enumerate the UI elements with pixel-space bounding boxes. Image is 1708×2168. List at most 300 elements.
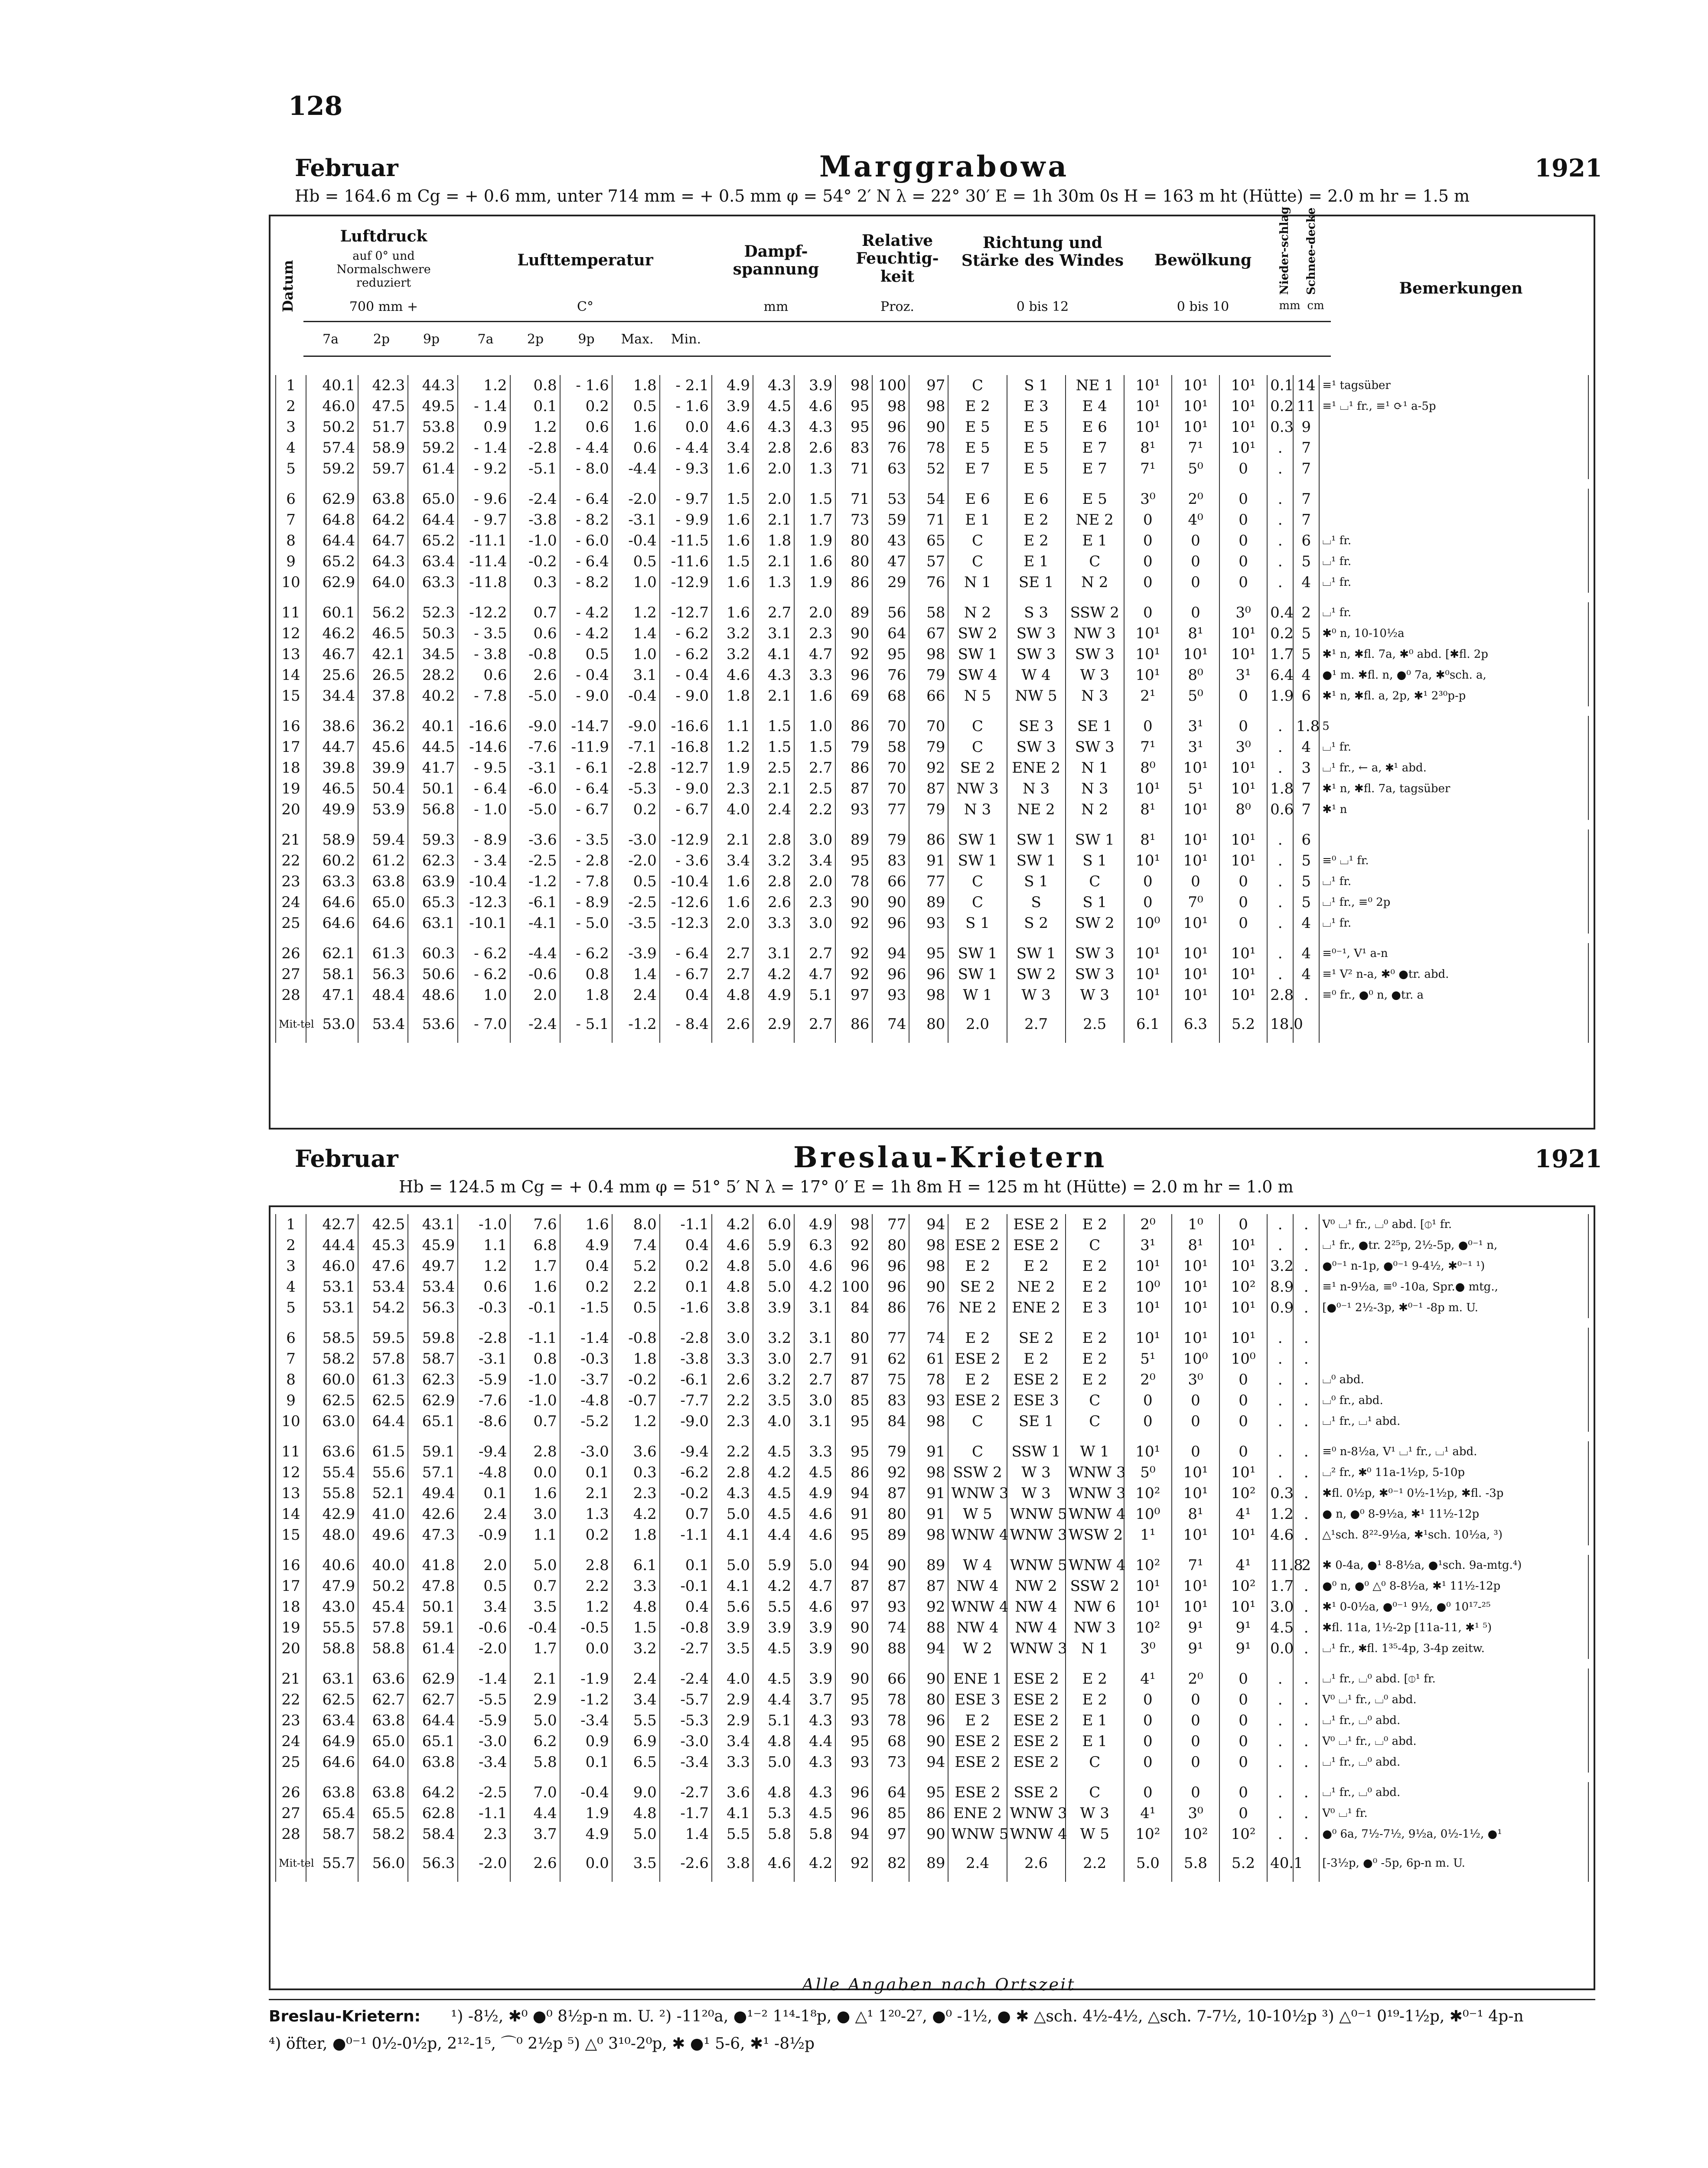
table-row bbox=[276, 644, 1588, 665]
table-cell: 95 bbox=[909, 1782, 948, 1803]
spacer-cell bbox=[872, 1659, 909, 1668]
top-hdr-wind-unit: 0 bis 12 bbox=[1016, 299, 1069, 314]
table-cell: E 2 bbox=[948, 1710, 1007, 1731]
spacer-cell bbox=[510, 934, 560, 943]
table-cell: NE 2 bbox=[1066, 509, 1124, 530]
table-cell: 98 bbox=[909, 1411, 948, 1432]
table-cell: -2.7 bbox=[660, 1782, 712, 1803]
mean-row bbox=[276, 1006, 1588, 1043]
table-cell: 0 bbox=[1219, 551, 1267, 572]
table-cell: V⁰ ⌴¹ fr., ⌴⁰ abd. bbox=[1319, 1689, 1588, 1710]
mean-cell: 2.6 bbox=[712, 1006, 753, 1043]
table-cell: 95 bbox=[835, 1525, 872, 1545]
mean-cell: 2.9 bbox=[753, 1006, 794, 1043]
spacer-cell bbox=[358, 1773, 408, 1782]
table-cell: 5.2 bbox=[612, 1256, 660, 1277]
table-cell: 0.5 bbox=[612, 871, 660, 892]
table-cell: 5.0 bbox=[712, 1555, 753, 1576]
table-cell: 0 bbox=[1219, 572, 1267, 593]
table-cell: . bbox=[1267, 737, 1293, 757]
spacer-cell bbox=[712, 820, 753, 829]
table-cell: NW 4 bbox=[1007, 1617, 1066, 1638]
table-cell: - 6.2 bbox=[560, 943, 612, 964]
table-cell: 64.8 bbox=[306, 509, 358, 530]
table-cell: 2⁰ bbox=[1172, 489, 1219, 509]
spacer-cell bbox=[1267, 1773, 1293, 1782]
table-cell: 4 bbox=[1293, 964, 1319, 985]
table-cell: 8 bbox=[276, 530, 306, 551]
table-cell: 2.9 bbox=[712, 1689, 753, 1710]
table-cell: WNW 4 bbox=[1066, 1555, 1124, 1576]
table-cell: 4.2 bbox=[753, 964, 794, 985]
table-cell: 62.7 bbox=[358, 1689, 408, 1710]
table-row bbox=[276, 1782, 1588, 1803]
top-hdr-feucht: Relative Feuchtig-keit bbox=[856, 232, 939, 286]
table-cell: -0.3 bbox=[458, 1297, 510, 1318]
table-cell: 4 bbox=[1293, 913, 1319, 934]
table-cell: 5.5 bbox=[612, 1710, 660, 1731]
table-cell: 4.2 bbox=[753, 1462, 794, 1483]
table-cell: 10¹ bbox=[1172, 1525, 1219, 1545]
table-cell: ✱¹ n, ✱fl. 7a, tagsüber bbox=[1319, 778, 1588, 799]
table-cell: E 6 bbox=[1007, 489, 1066, 509]
table-cell: - 2.8 bbox=[560, 850, 612, 871]
table-cell: -14.7 bbox=[560, 716, 612, 737]
spacer-cell bbox=[948, 479, 1007, 489]
table-cell: 4.6 bbox=[712, 665, 753, 686]
top-time-t2p: 2p bbox=[527, 332, 544, 347]
table-cell: E 5 bbox=[1066, 489, 1124, 509]
table-cell: 52.1 bbox=[358, 1483, 408, 1504]
top-hdr-bew: Bewölkung bbox=[1154, 251, 1252, 269]
spacer-cell bbox=[276, 1659, 306, 1668]
mean-cell: 80 bbox=[909, 1006, 948, 1043]
spacer-cell bbox=[712, 1773, 753, 1782]
table-cell: 4.5 bbox=[794, 1803, 835, 1824]
row-spacer bbox=[276, 1432, 1588, 1441]
table-cell: 10² bbox=[1219, 1483, 1267, 1504]
table-cell: -3.0 bbox=[612, 829, 660, 850]
table-cell: 69 bbox=[835, 686, 872, 706]
mean-cell: -2.0 bbox=[458, 1845, 510, 1882]
table-cell: ESE 2 bbox=[1007, 1668, 1066, 1689]
spacer-cell bbox=[794, 1318, 835, 1328]
table-cell: 57.8 bbox=[358, 1617, 408, 1638]
spacer-cell bbox=[408, 1545, 458, 1555]
table-cell: -11.8 bbox=[458, 572, 510, 593]
table-cell: 10¹ bbox=[1219, 778, 1267, 799]
table-cell: 0 bbox=[1219, 1668, 1267, 1689]
table-cell: 64.9 bbox=[306, 1731, 358, 1752]
table-cell: 10¹ bbox=[1219, 850, 1267, 871]
table-cell: 96 bbox=[872, 417, 909, 438]
table-cell: 76 bbox=[872, 665, 909, 686]
table-cell: E 6 bbox=[1066, 417, 1124, 438]
spacer-cell bbox=[1066, 1773, 1124, 1782]
table-cell: -0.4 bbox=[612, 530, 660, 551]
table-cell: 10¹ bbox=[1124, 1441, 1172, 1462]
table-cell: 1.6 bbox=[612, 417, 660, 438]
table-cell: 58.2 bbox=[306, 1348, 358, 1369]
table-cell: 10¹ bbox=[1219, 829, 1267, 850]
table-cell: 66 bbox=[872, 871, 909, 892]
table-cell: SW 3 bbox=[1007, 623, 1066, 644]
table-cell: 10¹ bbox=[1219, 964, 1267, 985]
mean-cell: 40.1 bbox=[1267, 1845, 1293, 1882]
table-cell: . bbox=[1293, 1411, 1319, 1432]
table-cell: 93 bbox=[835, 1752, 872, 1773]
spacer-cell bbox=[276, 820, 306, 829]
table-cell: . bbox=[1267, 1411, 1293, 1432]
spacer-cell bbox=[1066, 934, 1124, 943]
spacer-cell bbox=[1007, 1432, 1066, 1441]
spacer-cell bbox=[794, 820, 835, 829]
table-cell: SE 2 bbox=[1007, 1328, 1066, 1348]
top-hdr-temp: Lufttemperatur bbox=[517, 251, 653, 269]
table-cell: 10¹ bbox=[1219, 396, 1267, 417]
table-cell: 61.4 bbox=[408, 1638, 458, 1659]
table-cell: 1.7 bbox=[1267, 1576, 1293, 1597]
row-spacer bbox=[276, 1659, 1588, 1668]
table-cell: -12.6 bbox=[660, 892, 712, 913]
spacer-cell bbox=[1219, 820, 1267, 829]
spacer-cell bbox=[458, 706, 510, 716]
top-hdr-temp-unit: C° bbox=[577, 299, 593, 314]
table-cell: 14 bbox=[276, 1504, 306, 1525]
top-data-table bbox=[275, 375, 1589, 1043]
table-cell: 75 bbox=[872, 1369, 909, 1390]
table-cell: ESE 2 bbox=[948, 1235, 1007, 1256]
table-cell: N 3 bbox=[948, 799, 1007, 820]
table-cell: ⌴¹ fr., ⌴⁰ abd. bbox=[1319, 1710, 1588, 1731]
mean-cell: 2.5 bbox=[1066, 1006, 1124, 1043]
table-cell: 80 bbox=[835, 1328, 872, 1348]
spacer-cell bbox=[458, 593, 510, 602]
table-cell: 59.1 bbox=[408, 1617, 458, 1638]
table-cell: 39.8 bbox=[306, 757, 358, 778]
table-cell: 3.0 bbox=[510, 1504, 560, 1525]
spacer-cell bbox=[835, 1773, 872, 1782]
table-cell: 4.6 bbox=[1267, 1525, 1293, 1545]
table-cell: 10² bbox=[1172, 1824, 1219, 1845]
table-cell: 21 bbox=[276, 1668, 306, 1689]
table-cell: ⌴¹ fr., ⌴¹ abd. bbox=[1319, 1411, 1588, 1432]
spacer-cell bbox=[560, 934, 612, 943]
table-cell: - 6.4 bbox=[560, 551, 612, 572]
table-row bbox=[276, 1752, 1588, 1773]
table-cell: 4.2 bbox=[612, 1504, 660, 1525]
table-cell: 3.0 bbox=[712, 1328, 753, 1348]
table-cell: 4 bbox=[276, 438, 306, 458]
table-cell: 3.1 bbox=[753, 943, 794, 964]
table-cell: -6.1 bbox=[660, 1369, 712, 1390]
table-cell: 63.9 bbox=[408, 871, 458, 892]
table-cell bbox=[1319, 438, 1588, 458]
spacer-cell bbox=[1267, 1545, 1293, 1555]
spacer-cell bbox=[1293, 593, 1319, 602]
table-cell: SW 3 bbox=[1007, 644, 1066, 665]
table-cell: 48.6 bbox=[408, 985, 458, 1006]
spacer-cell bbox=[1219, 1773, 1267, 1782]
spacer-cell bbox=[1007, 593, 1066, 602]
table-cell: 2.8 bbox=[510, 1441, 560, 1462]
table-cell: -7.7 bbox=[660, 1390, 712, 1411]
table-cell: 62.9 bbox=[306, 572, 358, 593]
table-cell: 2 bbox=[276, 1235, 306, 1256]
spacer-cell bbox=[712, 1318, 753, 1328]
table-cell: ⌴¹ fr., ← a, ✱¹ abd. bbox=[1319, 757, 1588, 778]
table-cell: . bbox=[1267, 1782, 1293, 1803]
table-cell: -3.6 bbox=[510, 829, 560, 850]
table-cell: 77 bbox=[909, 871, 948, 892]
table-cell: 3.3 bbox=[794, 665, 835, 686]
table-cell: 70 bbox=[909, 716, 948, 737]
spacer-cell bbox=[408, 1432, 458, 1441]
table-cell: 5.8 bbox=[794, 1824, 835, 1845]
table-cell: 98 bbox=[835, 375, 872, 396]
table-cell: 59.3 bbox=[408, 829, 458, 850]
mean-cell: 6.3 bbox=[1172, 1006, 1219, 1043]
table-cell: 1¹ bbox=[1124, 1525, 1172, 1545]
table-cell: 61 bbox=[909, 1348, 948, 1369]
table-cell: 10¹ bbox=[1219, 985, 1267, 1006]
table-cell: -7.6 bbox=[510, 737, 560, 757]
table-cell: 1.3 bbox=[753, 572, 794, 593]
table-cell: 60.2 bbox=[306, 850, 358, 871]
table-cell: NW 4 bbox=[948, 1576, 1007, 1597]
table-cell: 6 bbox=[1293, 829, 1319, 850]
table-cell: 5⁰ bbox=[1124, 1462, 1172, 1483]
top-hdr-feucht-unit: Proz. bbox=[880, 299, 914, 314]
top-station-meta: Hb = 164.6 m Cg = + 0.6 mm, unter 714 mm = + 0.5 mm φ = 54° 2′ N λ = 22° 30′ E = 1h 30m 0s H = 163 m ht (Hütte) = 2.0 m hr = 1.5 m bbox=[295, 186, 1470, 206]
table-cell: 0.8 bbox=[560, 964, 612, 985]
table-row bbox=[276, 489, 1588, 509]
spacer-cell bbox=[1319, 1545, 1588, 1555]
spacer-cell bbox=[1124, 1659, 1172, 1668]
table-cell: 92 bbox=[835, 964, 872, 985]
table-cell: SW 3 bbox=[1007, 737, 1066, 757]
spacer-cell bbox=[358, 820, 408, 829]
table-cell: 80 bbox=[872, 1504, 909, 1525]
table-cell: 62.9 bbox=[408, 1668, 458, 1689]
table-cell: 4.6 bbox=[794, 1597, 835, 1617]
table-cell: 98 bbox=[909, 396, 948, 417]
table-cell: 10¹ bbox=[1219, 1256, 1267, 1277]
table-cell: 0.2 bbox=[612, 799, 660, 820]
table-cell: 9 bbox=[1293, 417, 1319, 438]
table-cell: -2.4 bbox=[510, 489, 560, 509]
table-cell: 4.4 bbox=[753, 1525, 794, 1545]
table-cell: 10¹ bbox=[1124, 396, 1172, 417]
table-cell: 5 bbox=[1293, 871, 1319, 892]
table-cell: 96 bbox=[909, 964, 948, 985]
row-spacer bbox=[276, 706, 1588, 716]
table-cell: 98 bbox=[909, 1525, 948, 1545]
table-cell: 0.5 bbox=[612, 396, 660, 417]
table-cell: 0.4 bbox=[1267, 602, 1293, 623]
table-cell: 83 bbox=[872, 1390, 909, 1411]
table-cell: 8¹ bbox=[1172, 1235, 1219, 1256]
table-cell: C bbox=[948, 892, 1007, 913]
table-cell: ●¹ m. ✱fl. n, ●⁰ 7a, ✱⁰sch. a, bbox=[1319, 665, 1588, 686]
table-cell: 1.8 bbox=[560, 985, 612, 1006]
table-cell: 95 bbox=[872, 644, 909, 665]
table-cell: 4.1 bbox=[712, 1525, 753, 1545]
spacer-cell bbox=[1172, 706, 1219, 716]
table-cell: 96 bbox=[872, 964, 909, 985]
footer-note-title: Alle Angaben nach Ortszeit bbox=[802, 1975, 1076, 1994]
table-cell: 64.4 bbox=[306, 530, 358, 551]
table-row bbox=[276, 1617, 1588, 1638]
table-cell: 0.9 bbox=[458, 417, 510, 438]
table-cell: 0.3 bbox=[612, 1462, 660, 1483]
table-cell: 10¹ bbox=[1219, 1525, 1267, 1545]
table-cell: 9¹ bbox=[1172, 1638, 1219, 1659]
table-cell: C bbox=[1066, 551, 1124, 572]
spacer-cell bbox=[458, 1659, 510, 1668]
table-cell: 6 bbox=[276, 489, 306, 509]
table-cell: 10¹ bbox=[1172, 417, 1219, 438]
table-cell: 7 bbox=[276, 509, 306, 530]
table-cell: . bbox=[1267, 1803, 1293, 1824]
table-cell: 4.9 bbox=[794, 1214, 835, 1235]
table-cell: 2.3 bbox=[794, 623, 835, 644]
table-cell: 58.2 bbox=[358, 1824, 408, 1845]
table-cell: N 3 bbox=[1066, 686, 1124, 706]
table-cell: . bbox=[1267, 716, 1293, 737]
table-cell: 2.0 bbox=[712, 913, 753, 934]
mean-cell: -1.2 bbox=[612, 1006, 660, 1043]
table-cell: 7⁰ bbox=[1172, 892, 1219, 913]
table-cell: 53.1 bbox=[306, 1297, 358, 1318]
table-cell: 65.2 bbox=[306, 551, 358, 572]
table-cell: - 1.0 bbox=[458, 799, 510, 820]
table-cell: 4.6 bbox=[794, 1256, 835, 1277]
table-cell: C bbox=[1066, 1411, 1124, 1432]
table-cell: -2.5 bbox=[510, 850, 560, 871]
table-cell: 40.6 bbox=[306, 1555, 358, 1576]
table-cell: - 9.7 bbox=[660, 489, 712, 509]
table-cell: S 1 bbox=[948, 913, 1007, 934]
table-cell: 6.5 bbox=[612, 1752, 660, 1773]
table-cell: 5.5 bbox=[753, 1597, 794, 1617]
spacer-cell bbox=[612, 1318, 660, 1328]
spacer-cell bbox=[948, 1545, 1007, 1555]
table-cell: 21 bbox=[276, 829, 306, 850]
table-cell: SW 3 bbox=[1066, 644, 1124, 665]
table-cell: -4.4 bbox=[612, 458, 660, 479]
table-cell: 5 bbox=[276, 1297, 306, 1318]
table-cell: E 2 bbox=[1066, 1277, 1124, 1297]
table-cell: 1.9 bbox=[560, 1803, 612, 1824]
table-cell: 4.1 bbox=[753, 644, 794, 665]
table-cell: 90 bbox=[835, 623, 872, 644]
spacer-cell bbox=[1124, 479, 1172, 489]
table-cell: ESE 2 bbox=[948, 1390, 1007, 1411]
table-cell: C bbox=[1066, 1390, 1124, 1411]
table-row bbox=[276, 778, 1588, 799]
table-cell: 92 bbox=[835, 913, 872, 934]
table-row bbox=[276, 1555, 1588, 1576]
table-cell: 90 bbox=[909, 1277, 948, 1297]
table-row bbox=[276, 375, 1588, 396]
table-cell: E 5 bbox=[1007, 458, 1066, 479]
spacer-cell bbox=[1267, 593, 1293, 602]
table-cell: 93 bbox=[909, 1390, 948, 1411]
table-cell: 34.4 bbox=[306, 686, 358, 706]
table-cell: C bbox=[1066, 1235, 1124, 1256]
table-cell: 2⁰ bbox=[1124, 1214, 1172, 1235]
spacer-cell bbox=[835, 593, 872, 602]
table-cell: E 6 bbox=[948, 489, 1007, 509]
table-cell: - 9.2 bbox=[458, 458, 510, 479]
table-cell: 0 bbox=[1124, 1411, 1172, 1432]
table-cell: 3.2 bbox=[1267, 1256, 1293, 1277]
table-cell: S 1 bbox=[1066, 892, 1124, 913]
table-cell bbox=[1319, 417, 1588, 438]
table-cell: 4.9 bbox=[753, 985, 794, 1006]
table-cell: 42.3 bbox=[358, 375, 408, 396]
table-row bbox=[276, 623, 1588, 644]
table-cell: SSE 2 bbox=[1007, 1782, 1066, 1803]
table-cell: 0 bbox=[1172, 551, 1219, 572]
table-cell: 64.4 bbox=[408, 1710, 458, 1731]
spacer-cell bbox=[1219, 1432, 1267, 1441]
table-cell: -0.6 bbox=[458, 1617, 510, 1638]
table-cell: N 1 bbox=[948, 572, 1007, 593]
table-cell: 41.7 bbox=[408, 757, 458, 778]
table-row bbox=[276, 799, 1588, 820]
spacer-cell bbox=[1293, 1432, 1319, 1441]
table-cell: -10.4 bbox=[458, 871, 510, 892]
mean-cell: 2.6 bbox=[1007, 1845, 1066, 1882]
spacer-cell bbox=[510, 1318, 560, 1328]
table-cell: ≡⁰ ⌴¹ fr. bbox=[1319, 850, 1588, 871]
table-cell: 0 bbox=[1172, 1411, 1219, 1432]
spacer-cell bbox=[909, 479, 948, 489]
table-cell: 80 bbox=[835, 551, 872, 572]
table-cell: W 3 bbox=[1066, 985, 1124, 1006]
table-cell: - 3.8 bbox=[458, 644, 510, 665]
spacer-cell bbox=[753, 706, 794, 716]
row-spacer bbox=[276, 593, 1588, 602]
table-cell: 4.8 bbox=[753, 1731, 794, 1752]
spacer-cell bbox=[753, 1773, 794, 1782]
table-cell: 0 bbox=[1172, 530, 1219, 551]
table-cell: 49.9 bbox=[306, 799, 358, 820]
table-cell: 4.5 bbox=[753, 396, 794, 417]
table-cell: ●⁰ n, ●⁰ △⁰ 8-8½a, ✱¹ 11½-12p bbox=[1319, 1576, 1588, 1597]
table-cell: 4.2 bbox=[712, 1214, 753, 1235]
spacer-cell bbox=[753, 1318, 794, 1328]
table-cell: 10² bbox=[1124, 1555, 1172, 1576]
table-cell: 1.0 bbox=[794, 716, 835, 737]
table-cell: . bbox=[1267, 509, 1293, 530]
table-cell: 87 bbox=[909, 778, 948, 799]
table-cell: -5.9 bbox=[458, 1710, 510, 1731]
table-cell: 3.9 bbox=[794, 375, 835, 396]
table-cell: 62.1 bbox=[306, 943, 358, 964]
table-cell: 4⁰ bbox=[1172, 509, 1219, 530]
spacer-cell bbox=[794, 706, 835, 716]
table-cell: SE 2 bbox=[948, 1277, 1007, 1297]
table-cell: 9 bbox=[276, 1390, 306, 1411]
table-cell: 4.3 bbox=[753, 417, 794, 438]
spacer-cell bbox=[1293, 1545, 1319, 1555]
spacer-cell bbox=[358, 934, 408, 943]
table-cell: - 6.7 bbox=[560, 799, 612, 820]
spacer-cell bbox=[909, 1659, 948, 1668]
